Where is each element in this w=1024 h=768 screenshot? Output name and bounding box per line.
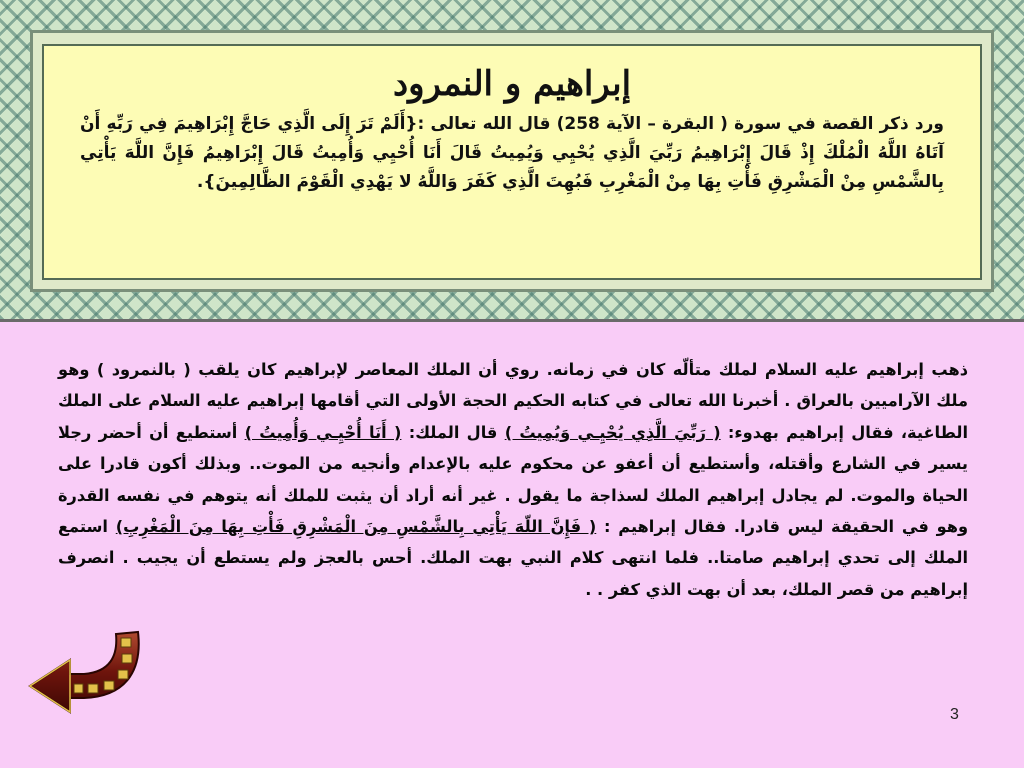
quran-verse: {أَلَمْ تَرَ إِلَى الَّذِي حَاجَّ إِبْرَاهِيمَ فِي رَبِّهِ أَنْ آتَاهُ اللَّهُ الْمُلْكَ إِذْ قَالَ إِبْرَاهِيمُ رَبِّيَ الَّذِي يُحْيِي وَيُمِيتُ قَالَ أَنَا أُحْيِي وَأُمِيتُ قَالَ إِبْرَاهِيمُ فَإِنَّ اللَّهَ يَأْتِي بِالشَّمْسِ مِنْ الْمَشْرِقِ فَأْتِ بِهَا مِنْ الْمَغْرِبِ فَبُهِتَ الَّذِي كَفَرَ وَاللَّهُ لا يَهْدِي الْقَوْمَ الظَّالِمِينَ}. — [80, 114, 944, 192]
verse-intro: ورد ذكر القصة في سورة ( البقرة – الآية 258) قال الله تعالى : — [417, 114, 944, 134]
quote-ibrahim-1: ( رَبِّيَ الَّذِي يُحْيِـي وَيُمِيتُ ) — [504, 422, 721, 442]
back-button[interactable] — [26, 626, 144, 722]
story-part-3: أستطيع أن أحضر رجلا يسير في الشارع وأقتله، وأستطيع أن أعفو عن محكوم عليه بالإعدام وأنجيه من الموت.. وبذلك أكون قادرا على الحياة والموت. لم يجادل إبراهيم الملك لسذاجة ما يقول . غير أنه أراد أن يثبت للملك أنه يتوهم في نفسه القدرة وهو في الحقيقة ليس قادرا. فقال إبراهيم : — [58, 422, 969, 537]
title-panel — [42, 44, 982, 280]
story-part-2: قال الملك: — [401, 422, 505, 442]
slide-title: إبراهيم و النمرود — [392, 64, 632, 104]
quote-king: ( أَنَا أُحْيِـي وَأُمِيتُ ) — [244, 422, 402, 442]
quote-ibrahim-2: ( فَإِنَّ اللّهَ يَأْتِي بِالشَّمْسِ مِنَ الْمَشْرِقِ فَأْتِ بِهَا مِنَ الْمَغْرِبِ) — [115, 517, 597, 537]
verse-block — [80, 110, 944, 197]
page-number: 3 — [950, 706, 959, 723]
story-part-1: ذهب إبراهيم عليه السلام لملك متألّه كان في زمانه. روي أن الملك المعاصر لإبراهيم كان يلقب ( بالنمرود ) وهو ملك الآراميين بالعراق . أخبرنا الله تعالى في كتابه الحكيم الحجة الأولى التي أقامها إبراهيم عليه السلام على الملك الطاغية، فقال إبراهيم بهدوء: — [58, 360, 969, 442]
story-part-4: استمع الملك إلى تحدي إبراهيم صامتا.. فلما انتهى كلام النبي بهت الملك. أحس بالعجز ولم يستطع أن يجيب . انصرف إبراهيم من قصر الملك، بعد أن بهت الذي كفر . . — [58, 517, 968, 599]
decorative-frame — [0, 0, 1024, 322]
return-arrow-icon — [26, 626, 144, 722]
story-paragraph — [58, 354, 968, 605]
